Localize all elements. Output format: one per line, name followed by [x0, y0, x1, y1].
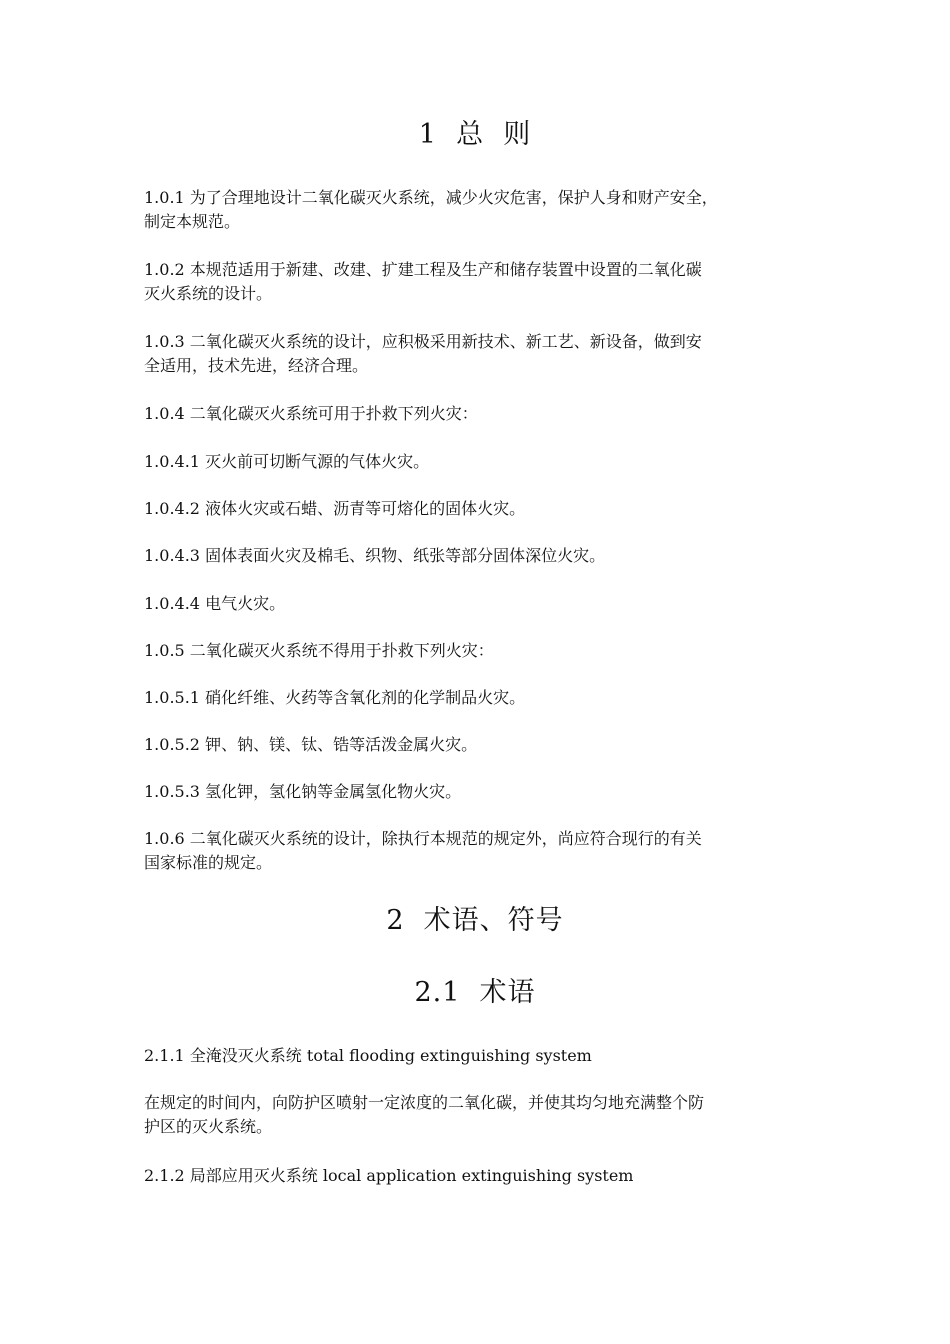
- chapter-2-title: 2 术语、符号: [386, 905, 564, 936]
- clause-1-0-4-4: 1.0.4.4 电气火灾。: [144, 594, 286, 613]
- clause-1-0-5-1: 1.0.5.1 硝化纤维、火药等含氧化剂的化学制品火灾。: [144, 688, 526, 707]
- term-2-1-1-definition: 在规定的时间内，向防护区喷射一定浓度的二氧化碳，并使其均匀地充满整个防 护区的灭火系统。: [144, 1093, 705, 1136]
- clause-1-0-4-3: 1.0.4.3 固体表面火灾及棉毛、织物、纸张等部分固体深位火灾。: [144, 546, 606, 565]
- section-2-1-title: 2.1 术语: [414, 977, 536, 1008]
- term-2-1-2: 2.1.2 局部应用灭火系统 local application extinguishing system: [144, 1166, 634, 1185]
- term-2-1-1: 2.1.1 全淹没灭火系统 total flooding extinguishing system: [144, 1046, 592, 1065]
- clause-1-0-5-2: 1.0.5.2 钾、钠、镁、钛、锆等活泼金属火灾。: [144, 735, 478, 754]
- clause-1-0-1: 1.0.1 为了合理地设计二氧化碳灭火系统，减少火灾危害，保护人身和财产安全， 制定本规范。: [144, 188, 718, 231]
- clause-1-0-2: 1.0.2 本规范适用于新建、改建、扩建工程及生产和储存装置中设置的二氧化碳 灭火系统的设计。: [144, 260, 702, 303]
- clause-1-0-4: 1.0.4 二氧化碳灭火系统可用于扑救下列火灾：: [144, 404, 478, 423]
- clause-1-0-6: 1.0.6 二氧化碳灭火系统的设计，除执行本规范的规定外，尚应符合现行的有关 国家标准的规定。: [144, 829, 702, 872]
- clause-1-0-4-1: 1.0.4.1 灭火前可切断气源的气体火灾。: [144, 452, 430, 471]
- clause-1-0-4-2: 1.0.4.2 液体火灾或石蜡、沥青等可熔化的固体火灾。: [144, 499, 526, 518]
- clause-1-0-3: 1.0.3 二氧化碳灭火系统的设计，应积极采用新技术、新工艺、新设备，做到安 全适用，技术先进，经济合理。: [144, 332, 702, 375]
- clause-1-0-5-3: 1.0.5.3 氢化钾，氢化钠等金属氢化物火灾。: [144, 782, 462, 801]
- chapter-1-title: 1 总 则: [418, 119, 532, 150]
- clause-1-0-5: 1.0.5 二氧化碳灭火系统不得用于扑救下列火灾：: [144, 641, 494, 660]
